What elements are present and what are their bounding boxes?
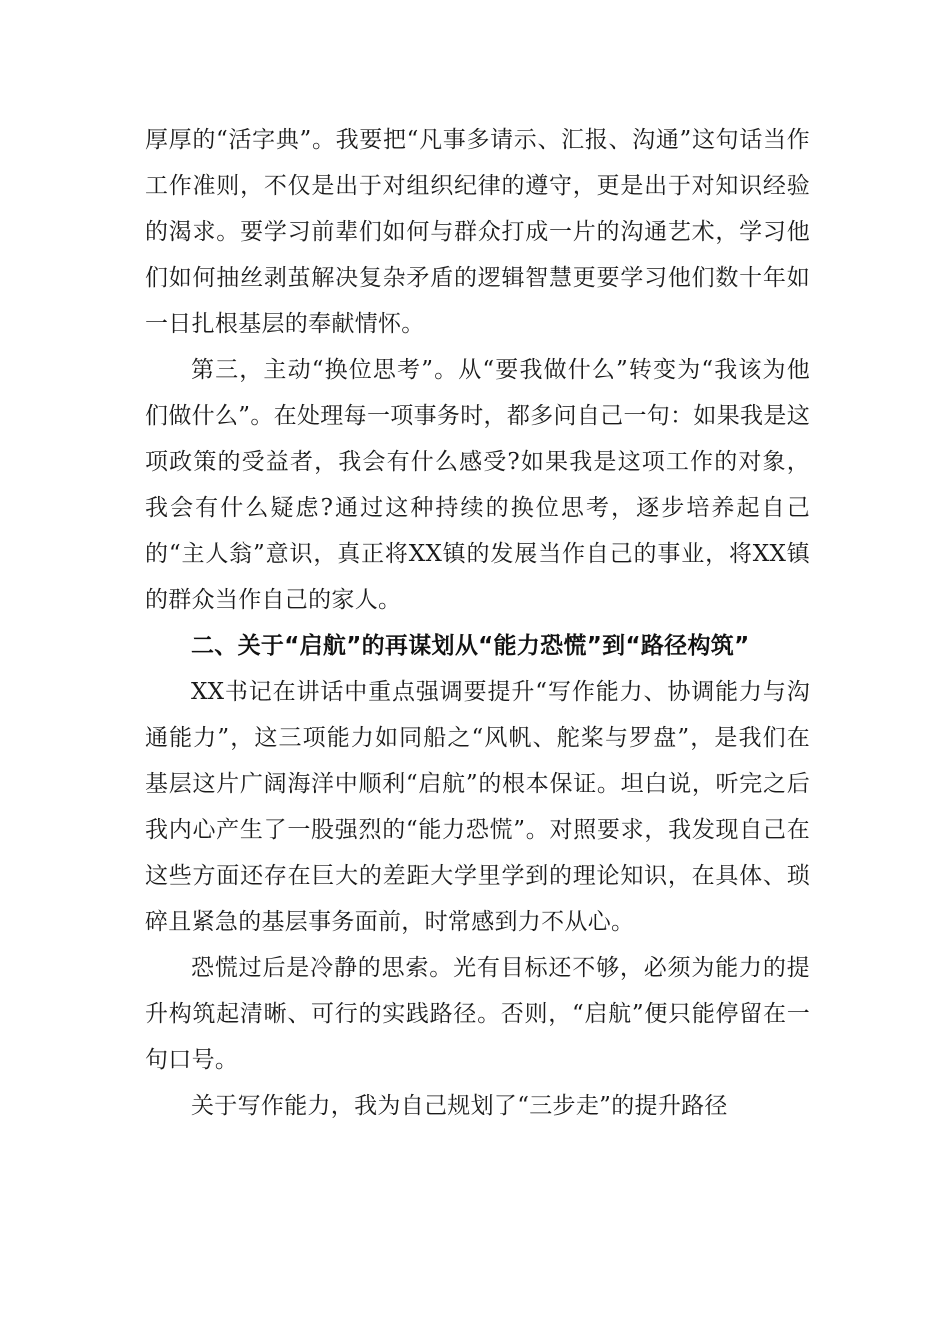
paragraph-reflection: 恐慌过后是冷静的思索。光有目标还不够，必须为能力的提升构筑起清晰、可行的实践路径。否则，“启航”便只能停留在一句口号。 (145, 955, 810, 1073)
paragraph-third-point: 第三，主动“换位思考”。从“要我做什么”转变为“我该为他们做什么”。在处理每一项事务时，都多问自己一句：如果我是这项政策的受益者，我会有什么感受?如果我是这项工作的对象，我会有什么疑虑?通过这种持续的换位思考，逐步培养起自己的“主人翁”意识，真正将XX镇的发展当作自己的事业，将XX镇的群众当作自己的家人。 (145, 357, 810, 613)
paragraph-ability-requirements: XX书记在讲话中重点强调要提升“写作能力、协调能力与沟通能力”，这三项能力如同船之“风帆、舵桨与罗盘”，是我们在基层这片广阔海洋中顺利“启航”的根本保证。坦白说，听完之后我内心产生了一股强烈的“能力恐慌”。对照要求，我发现自己在这些方面还存在巨大的差距大学里学到的理论知识，在具体、琐碎且紧急的基层事务面前，时常感到力不从心。 (145, 679, 810, 935)
section-heading: 二、关于“启航”的再谋划从“能力恐慌”到“路径构筑” (191, 633, 750, 659)
paragraph-continuation: 厚厚的“活字典”。我要把“凡事多请示、汇报、沟通”这句话当作工作准则，不仅是出于对组织纪律的遵守，更是出于对知识经验的渴求。要学习前辈们如何与群众打成一片的沟通艺术，学习他们如何抽丝剥茧解决复杂矛盾的逻辑智慧更要学习他们数十年如一日扎根基层的奉献情怀。 (145, 127, 810, 337)
document-body (145, 117, 810, 1129)
paragraph-writing-ability: 关于写作能力，我为自己规划了“三步走”的提升路径 (191, 1093, 728, 1119)
